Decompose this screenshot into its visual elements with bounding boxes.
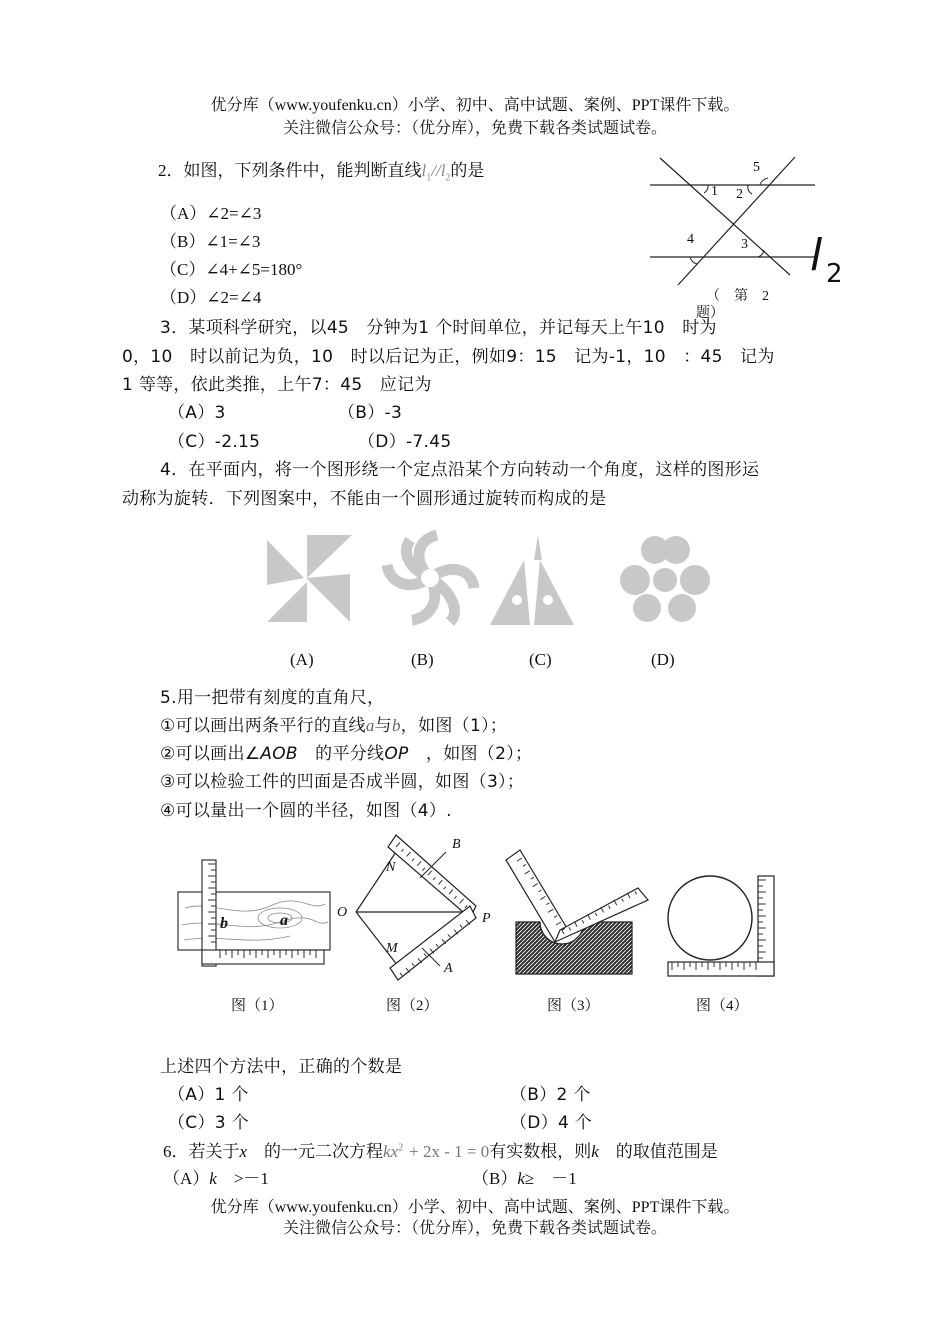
q6-option-b bbox=[472, 1164, 577, 1189]
q2-stem-text: 2．如图，下列条件中，能判断直线 bbox=[158, 161, 422, 180]
q5-fig2-label-P: P bbox=[482, 911, 491, 926]
q2-fig-l2-sub: 2 bbox=[826, 259, 843, 289]
q5-fig1-label-b: b bbox=[220, 915, 228, 932]
q5-fig1-label-a: a bbox=[280, 912, 288, 929]
q5-line-1: 5.用一把带有刻度的直角尺， bbox=[160, 688, 385, 708]
q3-option-c: （C）-2.15 bbox=[168, 432, 261, 452]
q4-pattern-d bbox=[620, 536, 710, 622]
q4-label-d: (D) bbox=[651, 650, 675, 669]
q4-label-b: (B) bbox=[411, 650, 434, 669]
q5-item-4: ④可以量出一个圆的半径，如图（4）. bbox=[160, 801, 452, 821]
q4-line-1: 4．在平面内，将一个图形绕一个定点沿某个方向转动一个角度，这样的图形运 bbox=[160, 460, 760, 480]
q5-option-d: （D）4 个 bbox=[510, 1113, 593, 1133]
q4-patterns bbox=[262, 530, 722, 630]
q6-option-a bbox=[163, 1164, 269, 1189]
q5-item-2 bbox=[160, 739, 532, 764]
q5-item-2-text: ②可以画出∠ bbox=[160, 744, 261, 764]
q6-stem-c: 有实数根，则 bbox=[489, 1142, 592, 1161]
footer-line-1: 优分库（www.youfenku.cn）小学、初中、高中试题、案例、PPT课件下载。 bbox=[210, 1199, 740, 1216]
q6-eq-rest: + 2x - 1 = 0 bbox=[409, 1142, 490, 1161]
q5-fig2-label-B: B bbox=[452, 837, 461, 852]
q5-figure-4 bbox=[668, 876, 774, 976]
q2-option-c: （C）∠4+∠5=180° bbox=[160, 260, 303, 279]
q5-item-3: ③可以检验工件的凹面是否成半圆，如图（3）； bbox=[160, 772, 525, 792]
q2-fig-label-4: 4 bbox=[687, 232, 694, 247]
q5-caption-4: 图（4） bbox=[696, 998, 749, 1014]
q5-option-a: （A）1 个 bbox=[168, 1085, 249, 1105]
q6-stem bbox=[163, 1137, 718, 1162]
q6-stem-text: 6．若关于 bbox=[163, 1142, 240, 1161]
q2-sub-1: 1 bbox=[426, 172, 432, 184]
q3-option-b: （B）-3 bbox=[338, 403, 403, 423]
q5-fig2-label-M: M bbox=[386, 941, 398, 956]
q4-pattern-c bbox=[490, 535, 574, 625]
q6-stem-end: 的取值范围是 bbox=[598, 1142, 718, 1161]
q2-fig-label-1: 1 bbox=[711, 184, 718, 199]
q2-option-d: （D）∠2=∠4 bbox=[160, 288, 262, 307]
q5-option-c: （C）3 个 bbox=[168, 1113, 249, 1133]
q3-line-2: 0，10 时以前记为负，10 时以后记为正，例如9：15 记为-1，10 ：45 记为 bbox=[122, 347, 775, 367]
header-line-1: 优分库（www.youfenku.cn）小学、初中、高中试题、案例、PPT课件下载。 bbox=[210, 97, 740, 114]
q5-var-a: a bbox=[365, 716, 375, 735]
q6-option-a-k: k bbox=[209, 1169, 217, 1188]
q2-fig-l2-label: l bbox=[810, 230, 823, 281]
q5-item-1 bbox=[160, 711, 507, 736]
q5-question: 上述四个方法中，正确的个数是 bbox=[160, 1057, 403, 1077]
q2-fig-label-3: 3 bbox=[741, 237, 748, 252]
q5-var-b: b bbox=[391, 716, 401, 735]
footer-line-2: 关注微信公众号：（优分库），免费下载各类试题试卷。 bbox=[282, 1220, 667, 1237]
q6-eq-square: 2 bbox=[398, 1142, 404, 1154]
q2-option-b: （B）∠1=∠3 bbox=[160, 232, 261, 251]
q2-var-l2: l bbox=[440, 161, 446, 180]
q5-op: OP bbox=[384, 744, 409, 764]
q5-figures bbox=[170, 830, 790, 990]
q5-item-2-end: ，如图（2）； bbox=[408, 744, 533, 764]
q5-item-1-end: ，如图（1）； bbox=[400, 716, 508, 736]
q5-fig2-label-A: A bbox=[444, 961, 453, 976]
q2-fig-caption-a: （ 第 2 bbox=[706, 289, 769, 304]
q4-label-c: (C) bbox=[529, 650, 552, 669]
q6-option-a-text: >－1 bbox=[216, 1169, 269, 1188]
header-line-2: 关注微信公众号：（优分库），免费下载各类试题试卷。 bbox=[282, 120, 667, 137]
q4-label-a: (A) bbox=[290, 650, 314, 669]
q6-option-a-label: （A） bbox=[163, 1169, 210, 1188]
q5-fig2-label-N: N bbox=[386, 860, 396, 875]
q2-option-a: （A）∠2=∠3 bbox=[160, 204, 262, 223]
q2-fig-label-2: 2 bbox=[736, 187, 743, 202]
q5-figure-2 bbox=[337, 835, 491, 980]
q5-item-1-text: ①可以画出两条平行的直线 bbox=[160, 716, 366, 736]
q6-eq-kx: kx bbox=[383, 1142, 399, 1161]
q6-option-b-text: ≥ －1 bbox=[524, 1169, 577, 1188]
q3-option-a: （A）3 bbox=[168, 403, 226, 423]
q5-item-1-mid: 与 bbox=[374, 716, 392, 736]
q5-fig2-label-O: O bbox=[337, 905, 348, 920]
q2-fig-label-5: 5 bbox=[753, 160, 760, 175]
q6-var-x: x bbox=[239, 1142, 248, 1161]
q5-item-2-mid: 的平分线 bbox=[297, 744, 385, 764]
q6-var-k: k bbox=[591, 1142, 599, 1161]
q6-option-b-k: k bbox=[517, 1169, 525, 1188]
q5-caption-1: 图（1） bbox=[231, 998, 284, 1014]
q6-option-b-label: （B） bbox=[472, 1169, 518, 1188]
q5-caption-2: 图（2） bbox=[386, 998, 439, 1014]
q3-line-1: 3．某项科学研究，以45 分钟为1 个时间单位，并记每天上午10 时为 bbox=[160, 318, 717, 338]
q5-caption-3: 图（3） bbox=[547, 998, 600, 1014]
q2-stem-end: 的是 bbox=[450, 161, 485, 180]
q3-line-3: 1 等等，依此类推，上午7：45 应记为 bbox=[122, 375, 432, 395]
q2-parallel: // bbox=[431, 161, 441, 180]
q5-option-b: （B）2 个 bbox=[510, 1085, 591, 1105]
q5-figure-1 bbox=[178, 860, 330, 966]
q5-aob: AOB bbox=[260, 744, 298, 764]
q4-line-2: 动称为旋转．下列图案中，不能由一个圆形通过旋转而构成的是 bbox=[122, 489, 607, 509]
q5-figure-3 bbox=[506, 850, 648, 974]
q4-pattern-a bbox=[267, 535, 352, 622]
q2-fig-caption-b: 题） bbox=[696, 306, 724, 321]
q4-pattern-b-center bbox=[421, 569, 439, 587]
q2-stem bbox=[158, 156, 484, 183]
q3-option-d: （D）-7.45 bbox=[358, 432, 452, 452]
q2-sub-2: 2 bbox=[445, 172, 451, 184]
q6-stem-mid: 的一元二次方程 bbox=[247, 1142, 384, 1161]
q2-var-l1: l bbox=[421, 161, 427, 180]
